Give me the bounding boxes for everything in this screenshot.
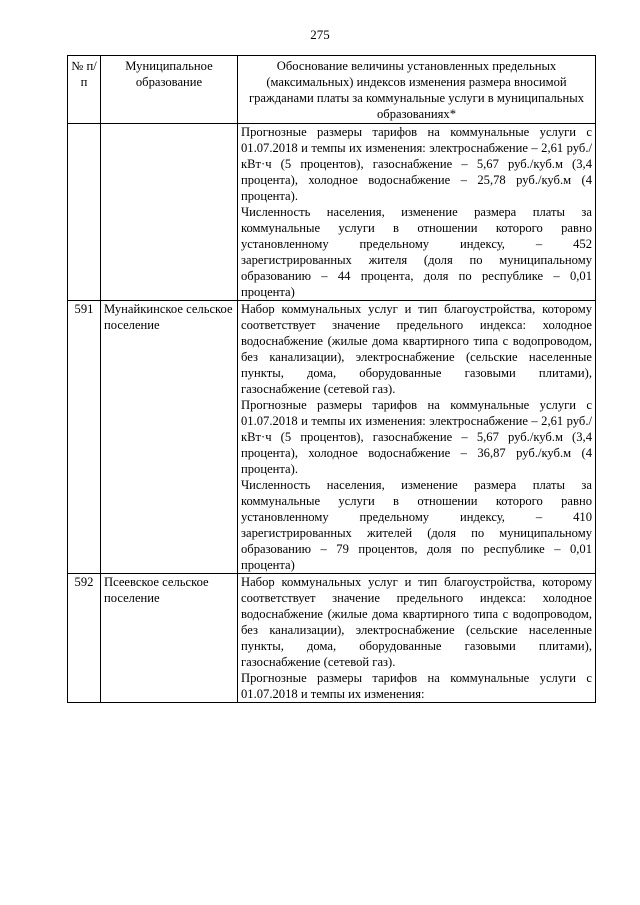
table-row (68, 301, 596, 574)
table-row (68, 574, 596, 703)
row-municipality: Мунайкинское сельское поселение (101, 301, 238, 574)
row-paragraph: Набор коммунальных услуг и тип благоустройства, которому соответствует значение предельного индекса: холодное водоснабжение (жилые дома квартирного типа с водопроводом, без канализации), электроснабжение (сельские населенные пункты, дома, оборудованные газовыми плитами), газоснабжение (сетевой газ). (241, 575, 592, 669)
row-paragraph: Численность населения, изменение размера платы за коммунальные услуги в отношении которого равно установленному предельному индексу, – 452 зарегистрированных жителя (доля по муниципальному образованию – 44 процента, доля по республике – 0,01 процента) (241, 205, 592, 299)
row-num: 591 (68, 301, 101, 574)
row-municipality: Псеевское сельское поселение (101, 574, 238, 703)
row-justification (238, 574, 596, 703)
header-justification: Обоснование величины установленных предельных (максимальных) индексов изменения размера вносимой гражданами платы за коммунальные услуги в муниципальных образованиях* (238, 56, 596, 124)
row-paragraph: Прогнозные размеры тарифов на коммунальные услуги с 01.07.2018 и темпы их изменения: электроснабжение – 2,61 руб./кВт·ч (5 процентов), газоснабжение – 5,67 руб./куб.м (3,4 процента), холодное водоснабжение – 36,87 руб./куб.м (4 процента). (241, 398, 592, 476)
row-paragraph: Прогнозные размеры тарифов на коммунальные услуги с 01.07.2018 и темпы их изменения: (241, 671, 592, 701)
row-num: 592 (68, 574, 101, 703)
header-municipality: Муниципальное образование (101, 56, 238, 124)
row-paragraph: Прогнозные размеры тарифов на коммунальные услуги с 01.07.2018 и темпы их изменения: электроснабжение – 2,61 руб./кВт·ч (5 процентов), газоснабжение – 5,67 руб./куб.м (3,4 процента), холодное водоснабжение – 25,78 руб./куб.м (4 процента). (241, 125, 592, 203)
table-header-row (68, 56, 596, 124)
header-num: № п/п (68, 56, 101, 124)
row-num (68, 124, 101, 301)
page-number: 275 (310, 27, 330, 42)
tariff-index-table (67, 55, 596, 703)
row-paragraph: Набор коммунальных услуг и тип благоустройства, которому соответствует значение предельного индекса: холодное водоснабжение (жилые дома квартирного типа с водопроводом, без канализации), электроснабжение (сельские населенные пункты, дома, оборудованные газовыми плитами), газоснабжение (сетевой газ). (241, 302, 592, 396)
table-row (68, 124, 596, 301)
row-justification (238, 124, 596, 301)
row-municipality (101, 124, 238, 301)
row-justification (238, 301, 596, 574)
row-paragraph: Численность населения, изменение размера платы за коммунальные услуги в отношении которого равно установленному предельному индексу, – 410 зарегистрированных жителей (доля по муниципальному образованию – 79 процентов, доля по республике – 0,01 процента) (241, 478, 592, 572)
